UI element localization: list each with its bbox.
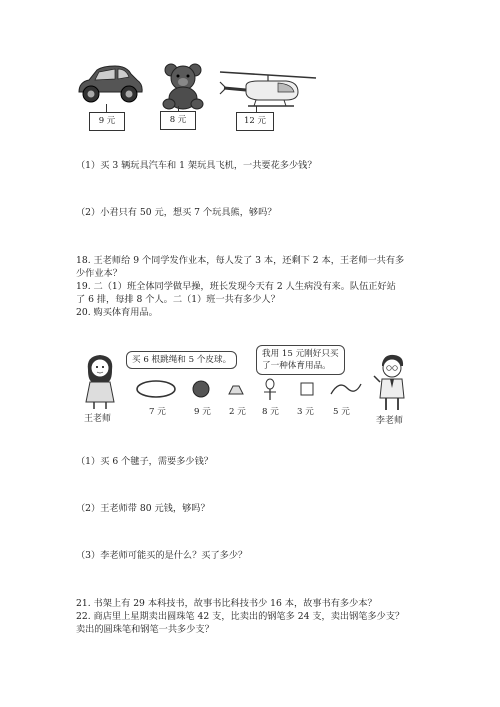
question-19-line-1: 19. 二（1）班全体同学做早操，班长发现今天有 2 人生病没有来。队伍正好站: [76, 281, 396, 292]
question-18-line-1: 18. 王老师给 9 个同学发作业本，每人发了 3 本，还剩下 2 本，王老师一共有多: [76, 255, 405, 266]
question-21: 21. 书架上有 29 本科技书，故事书比科技书少 16 本，故事书有多少本？: [76, 598, 377, 609]
shuttlecock-price: 2 元: [229, 407, 246, 417]
teacher-li-speech-line-2: 了一种体育用品。: [262, 361, 331, 371]
toy-helicopter-icon: [218, 68, 318, 112]
question-toys-1: （1）买 3 辆玩具汽车和 1 架玩具飞机，一共要花多少钱？: [76, 160, 317, 171]
ball-icon: [193, 381, 209, 397]
question-20-1: （1）买 6 个毽子，需要多少钱？: [76, 456, 213, 467]
question-22-line-1: 22. 商店里上星期卖出圆珠笔 42 支，比卖出的钢笔多 24 支，卖出钢笔多少支？: [76, 611, 405, 622]
car-price-tag: 9 元: [89, 112, 125, 131]
question-19-line-2: 了 6 排，每排 8 个人。二（1）班一共有多少人？: [76, 294, 280, 305]
teacher-wang-figure: [82, 352, 118, 410]
ball-price: 9 元: [194, 407, 211, 417]
bear-price-tag: 8 元: [160, 111, 196, 130]
question-20-3: （3）李老师可能买的是什么？买了多少？: [76, 550, 248, 561]
hoop-price: 7 元: [149, 407, 166, 417]
badminton-price: 8 元: [262, 407, 279, 417]
teacher-wang-icon: [82, 352, 118, 410]
shuttlecock-icon: [229, 386, 243, 394]
teacher-li-figure: [372, 352, 412, 412]
badminton-icon: [264, 379, 276, 400]
dice-icon: [301, 383, 313, 395]
question-toys-2: （2）小君只有 50 元，想买 7 个玩具熊，够吗？: [76, 207, 277, 218]
question-20-2: （2）王老师带 80 元钱，够吗？: [76, 503, 210, 514]
hoop-icon: [137, 381, 175, 397]
question-20-title: 20. 购买体育用品。: [76, 307, 158, 318]
jump-rope-icon: [331, 384, 361, 394]
helicopter-price-tag: 12 元: [236, 112, 274, 131]
car-connector: [106, 104, 107, 112]
teddy-bear-figure: [160, 62, 210, 110]
teacher-li-icon: [372, 352, 412, 412]
jump-rope-price: 5 元: [333, 407, 350, 417]
sports-goods-row: [135, 378, 365, 420]
teacher-li-speech-bubble: [256, 345, 345, 375]
helicopter-figure: [218, 68, 318, 112]
question-22-line-2: 卖出的圆珠笔和钢笔一共多少支？: [76, 624, 214, 635]
teddy-bear-icon: [160, 62, 206, 110]
teacher-wang-speech-bubble: [126, 351, 237, 369]
dice-price: 3 元: [297, 407, 314, 417]
question-18-line-2: 少作业本？: [76, 268, 122, 279]
teacher-li-label: 李老师: [376, 416, 404, 426]
teacher-li-speech-line-1: 我用 15 元刚好只买: [262, 349, 339, 359]
teacher-wang-speech-text: 买 6 根跳绳和 5 个皮球。: [132, 355, 232, 365]
toy-car-icon: [75, 62, 145, 106]
teacher-wang-label: 王老师: [84, 414, 112, 424]
sports-goods-icons: [135, 378, 365, 402]
